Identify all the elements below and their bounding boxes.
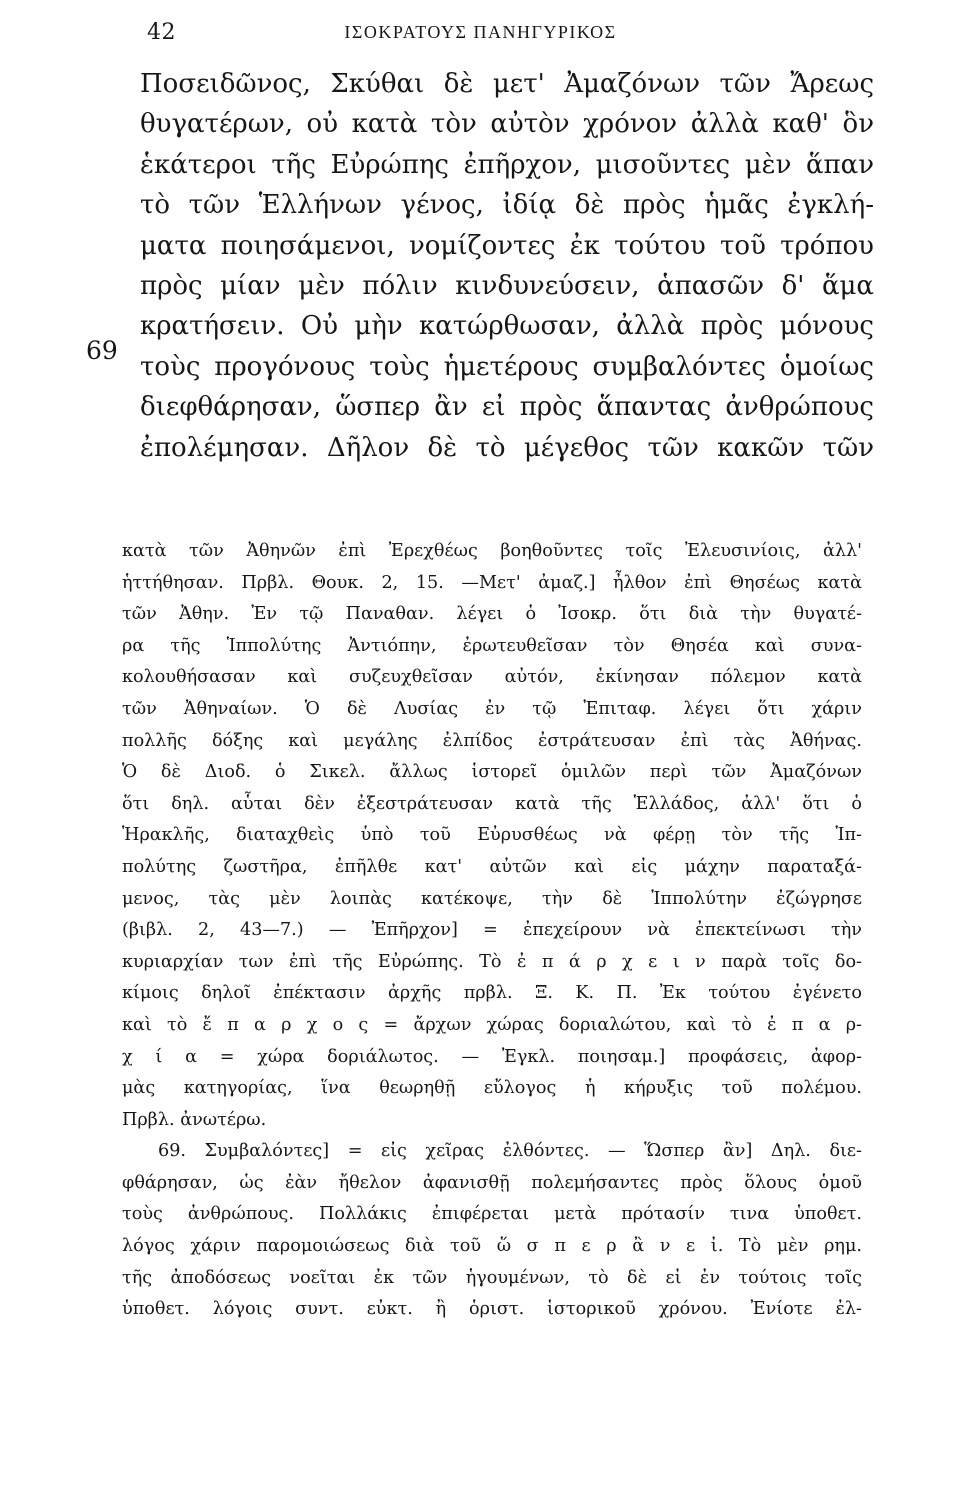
main-line: Ποσειδῶνος, Σκύθαι δὲ μετ' Ἀμαζόνων τῶν Ἄρεως [140,69,874,99]
note-line: καὶ τὸ ἔ π α ρ χ ο ς = ἄρχων χώρας δοριαλώτου, καὶ τὸ ἐ π α ρ- [122,1014,862,1035]
main-line: ἐπολέμησαν. Δῆλον δὲ τὸ μέγεθος τῶν κακῶν τῶν [140,432,874,463]
note-line: κατὰ τῶν Ἀθηνῶν ἐπὶ Ἐρεχθέως βοηθοῦντες τοῖς Ἐλευσινίοις, ἀλλ' [122,541,862,561]
main-line: τὸ τῶν Ἑλλήνων γένος, ἰδίᾳ δὲ πρὸς ἡμᾶς ἐγκλή- [140,190,874,221]
main-line: θυγατέρων, οὐ κατὰ τὸν αὐτὸν χρόνον ἀλλὰ καθ' ὃν [140,109,874,140]
note-line: Ἡρακλῆς, διαταχθεὶς ὑπὸ τοῦ Εὐρυσθέως νὰ φέρῃ τὸν τῆς Ἱπ- [122,825,862,846]
note-line: Ὁ δὲ Διοδ. ὁ Σικελ. ἄλλως ἱστορεῖ ὁμιλῶν περὶ τῶν Ἀμαζόνων [122,762,862,783]
note-line: ὑποθετ. λόγοις συντ. εὐκτ. ἢ ὁριστ. ἱστορικοῦ χρόνου. Ἐνίοτε ἐλ- [122,1299,862,1320]
note-line: 69. Συμβαλόντες] = εἰς χεῖρας ἐλθόντες. — Ὥσπερ ἂν] Δηλ. διε- [158,1141,862,1162]
note-line: κυριαρχίαν των ἐπὶ τῆς Εὐρώπης. Τὸ ἐ π ά ρ χ ε ι ν παρὰ τοῖς δο- [122,951,862,972]
note-line: τῶν Ἀθηναίων. Ὁ δὲ Λυσίας ἐν τῷ Ἐπιταφ. λέγει ὅτι χάριν [122,698,862,719]
note-line: μενος, τὰς μὲν λοιπὰς κατέκοψε, τὴν δὲ Ἱππολύτην ἐζώγρησε [122,888,862,909]
note-line: τῆς ἀποδόσεως νοεῖται ἐκ τῶν ἡγουμένων, τὸ δὲ εἰ ἐν τούτοις τοῖς [122,1267,862,1288]
note-line: κολουθήσασαν καὶ συζευχθεῖσαν αὐτόν, ἐκίνησαν πόλεμον κατὰ [122,667,862,688]
note-line: ὅτι δηλ. αὗται δὲν ἐξεστράτευσαν κατὰ τῆς Ἑλλάδος, ἀλλ' ὅτι ὁ [122,793,862,814]
running-head: ΙΣΟΚΡΑΤΟΥΣ ΠΑΝΗΓΥΡΙΚΟΣ [344,22,617,42]
note-line: λόγος χάριν παρομοιώσεως διὰ τοῦ ὥ σ π ε ρ ἂ ν ε ἰ. Τὸ μὲν ρημ. [122,1236,862,1257]
page-number: 42 [147,20,176,45]
main-line: πρὸς μίαν μὲν πόλιν κινδυνεύσειν, ἁπασῶν δ' ἅμα [140,270,874,301]
main-line: ἑκάτεροι τῆς Εὐρώπης ἐπῆρχον, μισοῦντες μὲν ἅπαν [140,149,874,180]
note-line: τῶν Ἀθην. Ἐν τῷ Παναθαν. λέγει ὁ Ἰσοκρ. ὅτι διὰ τὴν θυγατέ- [122,604,862,625]
note-line: (βιβλ. 2, 43—7.) — Ἐπῆρχον] = ἐπεχείρουν νὰ ἐπεκτείνωσι τὴν [122,920,862,941]
note-line: ἡττήθησαν. Πρβλ. Θουκ. 2, 15. —Μετ' ἀμαζ.] ἦλθον ἐπὶ Θησέως κατὰ [122,572,862,593]
section-marker: 69 [86,336,118,365]
note-line: ρα τῆς Ἱππολύτης Ἀντιόπην, ἐρωτευθεῖσαν τὸν Θησέα καὶ συνα- [122,635,862,656]
main-line: κρατήσειν. Οὐ μὴν κατώρθωσαν, ἀλλὰ πρὸς μόνους [140,311,874,342]
note-line: φθάρησαν, ὡς ἐὰν ἤθελον ἀφανισθῇ πολεμήσαντες πρὸς ὅλους ὁμοῦ [122,1172,862,1193]
note-line: τοὺς ἀνθρώπους. Πολλάκις ἐπιφέρεται μετὰ πρότασίν τινα ὑποθετ. [122,1204,862,1225]
note-line: χ ί α = χώρα δοριάλωτος. — Ἐγκλ. ποιησαμ.] προφάσεις, ἀφορ- [122,1046,862,1067]
note-line: κίμοις δηλοῖ ἐπέκτασιν ἀρχῆς πρβλ. Ξ. Κ. Π. Ἐκ τούτου ἐγένετο [122,983,862,1004]
note-line: πολύτης ζωστῆρα, ἐπῆλθε κατ' αὐτῶν καὶ εἰς μάχην παραταξά- [122,856,862,877]
main-line: τοὺς προγόνους τοὺς ἡμετέρους συμβαλόντες ὁμοίως [140,351,874,382]
footnotes [122,536,862,1326]
note-line: Πρβλ. ἀνωτέρω. [122,1109,267,1130]
note-line: μὰς κατηγορίας, ἵνα θεωρηθῇ εὔλογος ἡ κήρυξις τοῦ πολέμου. [122,1078,862,1099]
main-line: διεφθάρησαν, ὥσπερ ἂν εἰ πρὸς ἅπαντας ἀνθρώπους [140,392,874,423]
main-line: ματα ποιησάμενοι, νομίζοντες ἐκ τούτου τοῦ τρόπου [140,230,874,261]
note-line: πολλῆς δόξης καὶ μεγάλης ἐλπίδος ἐστράτευσαν ἐπὶ τὰς Ἀθήνας. [122,730,862,751]
main-text [86,64,874,468]
